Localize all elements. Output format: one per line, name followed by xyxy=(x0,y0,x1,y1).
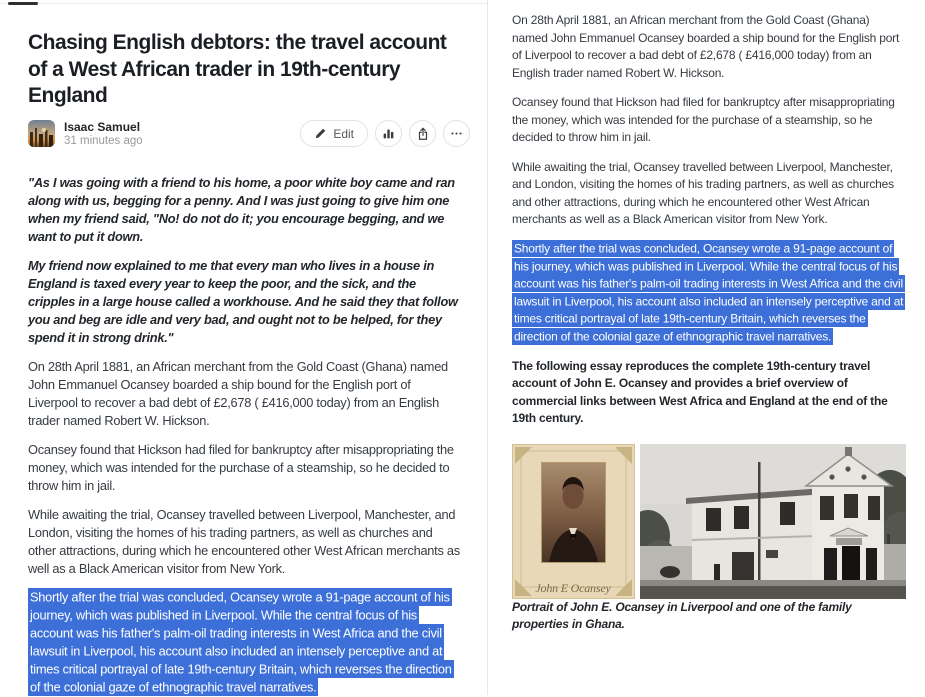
post-timestamp: 31 minutes ago xyxy=(64,134,143,147)
article-figure[interactable] xyxy=(512,444,906,599)
highlighted-paragraph xyxy=(28,589,460,697)
bar-chart-icon xyxy=(382,127,395,140)
byline-meta xyxy=(64,120,143,148)
bold-paragraph: The following essay reproduces the complete 19th-century travel account of John E. Ocansey and provides a brief overview of commercial links between West Africa and England at the end of the 19th century. xyxy=(512,358,888,425)
portrait-signature: John E Ocansey xyxy=(535,580,611,595)
paragraph: Ocansey found that Hickson had filed for bankruptcy after misappropriating the money, which was intended for the purchase of a steamship, so he decided to throw him in jail. xyxy=(28,441,454,493)
text-selection: Shortly after the trial was concluded, Ocansey wrote a 91-page account of his journey, which was published in Liverpool. While the central focus of his account was his father's palm-oil trading interests in West Africa and the civil lawsuit in Liverpool, his account also included an intensely perceptive and at times critical portrayal of late 19th-century Britain, which reverses the direction of the colonial gaze of ethnographic travel narratives. xyxy=(514,241,904,343)
pencil-icon xyxy=(314,127,327,140)
edit-button[interactable] xyxy=(300,120,368,147)
paragraph: On 28th April 1881, an African merchant from the Gold Coast (Ghana) named John Emmanuel Ocansey boarded a ship bound for the English port of Liverpool to recover a bad debt of £2,678 ( £416,000 today) from an English trader named Robert W. Hickson. xyxy=(512,13,900,80)
stats-button[interactable] xyxy=(375,120,402,147)
author-name[interactable]: Isaac Samuel xyxy=(64,119,141,134)
highlighted-paragraph xyxy=(512,241,906,346)
text-selection: Shortly after the trial was concluded, Ocansey wrote a 91-page account of his journey, which was published in Liverpool. While the central focus of his account was his father's palm-oil trading interests in West Africa and the civil lawsuit in Liverpool, his account also included an intensely perceptive and at times critical portrayal of late 19th-century Britain, which reverses the direction of the colonial gaze of ethnographic travel narratives. xyxy=(30,589,452,695)
share-button[interactable] xyxy=(409,120,436,147)
ellipsis-icon xyxy=(450,127,463,140)
top-scroll-indicator xyxy=(8,2,38,5)
avatar[interactable] xyxy=(28,120,55,147)
page-title: Chasing English debtors: the travel account of a West African trader in 19th-century England xyxy=(28,31,447,107)
quote-paragraph: "As I was going with a friend to his home, a poor white boy came and ran along with us, begging for a penny. And I was just going to give him one when my friend said, "No! do not do it; you encourage begging, and we want to put it down. xyxy=(28,174,455,244)
paragraph: While awaiting the trial, Ocansey travelled between Liverpool, Manchester, and London, visiting the homes of his trading partners, as well as churches and other attractions, during which he encountered other West African merchants as well as a Black American visitor from New York. xyxy=(28,506,460,576)
top-border xyxy=(0,3,487,4)
article-body-left xyxy=(28,174,460,697)
paragraph: While awaiting the trial, Ocansey travelled between Liverpool, Manchester, and London, visiting the homes of his trading partners, as well as churches and other attractions, during which he encountered other West African merchants as well as a Black American visitor from New York. xyxy=(512,159,894,226)
image-caption: Portrait of John E. Ocansey in Liverpool and one of the family properties in Ghana. xyxy=(512,599,852,631)
post-actions xyxy=(300,120,470,147)
article-right-column xyxy=(488,0,925,695)
avatar-image xyxy=(28,120,55,147)
share-icon xyxy=(416,127,430,141)
paragraph: On 28th April 1881, an African merchant from the Gold Coast (Ghana) named John Emmanuel Ocansey boarded a ship bound for the English port of Liverpool to recover a bad debt of £2,678 ( £416,000 today) from an English trader named Robert W. Hickson. xyxy=(28,358,448,428)
byline xyxy=(28,120,470,148)
portrait-image xyxy=(512,444,635,599)
more-button[interactable] xyxy=(443,120,470,147)
paragraph: Ocansey found that Hickson had filed for bankruptcy after misappropriating the money, which was intended for the purchase of a steamship, so he decided to throw him in jail. xyxy=(512,95,895,144)
edit-button-label: Edit xyxy=(333,126,354,141)
quote-paragraph: My friend now explained to me that every man who lives in a house in England is taxed every year to keep the poor, and the sick, and the cripples in a large house called a workhouse. And he said they that follow you and beg are idle and very bad, and ought not to be helped, for they spend it in strong drink." xyxy=(28,257,458,345)
building-image xyxy=(640,444,906,599)
